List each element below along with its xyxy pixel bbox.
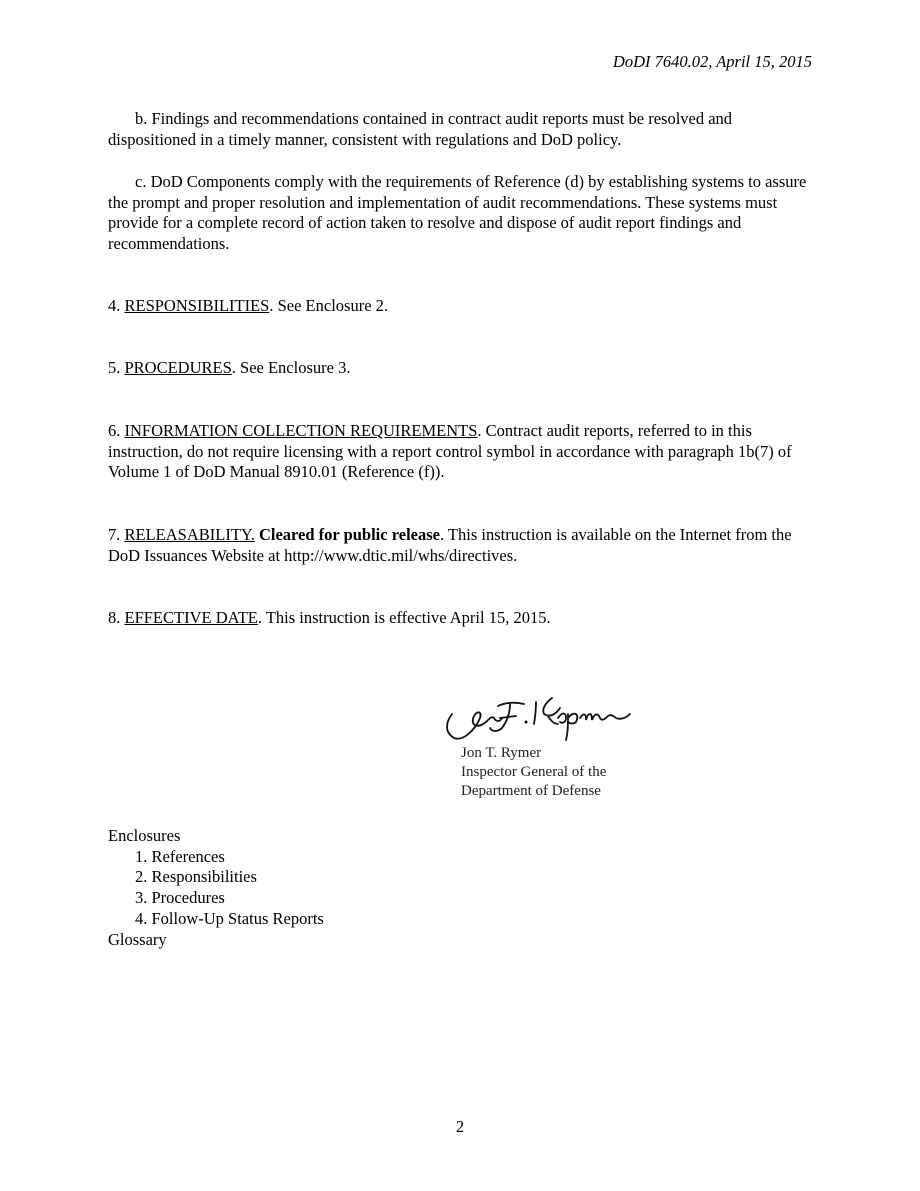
section-number: 4. bbox=[108, 296, 121, 315]
section-number: 8. bbox=[108, 608, 121, 627]
page-number: 2 bbox=[455, 1117, 465, 1136]
section-title: RESPONSIBILITIES bbox=[124, 296, 270, 315]
signer-title-line2: Department of Defense bbox=[461, 783, 601, 799]
glossary-item: Glossary bbox=[108, 929, 167, 949]
signature-block bbox=[440, 688, 700, 801]
section-effective-date bbox=[108, 608, 818, 629]
handwritten-signature bbox=[440, 688, 640, 750]
paragraph-c bbox=[108, 172, 818, 255]
section-information-collection bbox=[108, 421, 818, 483]
section-responsibilities bbox=[108, 296, 818, 317]
section-body: . Contract audit reports, referred to in this instruction, do not require licensing with a report control symbol in accordance with paragraph 1b(7) of Volume 1 of DoD Manual 8910.01 (Reference (f)). bbox=[108, 421, 792, 482]
enclosure-item: 3. Procedures bbox=[135, 888, 225, 908]
enclosures-heading: Enclosures bbox=[108, 826, 181, 845]
section-number: 7. bbox=[108, 525, 121, 544]
enclosure-item: 4. Follow-Up Status Reports bbox=[135, 908, 324, 928]
section-body: . See Enclosure 3. bbox=[231, 358, 351, 377]
enclosure-item: 1. References bbox=[135, 846, 225, 866]
paragraph-b bbox=[108, 109, 818, 150]
section-body: . This instruction is effective April 15, 2015. bbox=[257, 608, 551, 627]
section-body: . This instruction is available on the Internet from the DoD Issuances Website at http://www.dtic.mil/whs/directives. bbox=[108, 525, 792, 565]
document-header: DoDI 7640.02, April 15, 2015 bbox=[612, 52, 812, 71]
section-title: RELEASABILITY. bbox=[124, 525, 255, 544]
section-bold-text: Cleared for public release bbox=[258, 525, 440, 544]
signer-name: Jon T. Rymer bbox=[461, 745, 542, 761]
section-number: 6. bbox=[108, 421, 121, 440]
section-title: INFORMATION COLLECTION REQUIREMENTS bbox=[124, 421, 478, 440]
section-title: PROCEDURES bbox=[124, 358, 232, 377]
enclosure-item: 2. Responsibilities bbox=[135, 867, 257, 887]
paragraph-b-text: b. Findings and recommendations contained in contract audit reports must be resolved and dispositioned in a timely manner, consistent with regulations and DoD policy. bbox=[108, 109, 733, 149]
section-releasability bbox=[108, 525, 818, 566]
enclosures-list bbox=[108, 826, 324, 950]
section-procedures bbox=[108, 358, 818, 379]
section-number: 5. bbox=[108, 358, 121, 377]
signer-title-line1: Inspector General of the bbox=[461, 764, 607, 780]
section-body: . See Enclosure 2. bbox=[269, 296, 389, 315]
section-title: EFFECTIVE DATE bbox=[124, 608, 258, 627]
paragraph-c-text: c. DoD Components comply with the requirements of Reference (d) by establishing systems to assure the prompt and proper resolution and implementation of audit recommendations. These systems must provide for a complete record of action taken to resolve and dispose of audit report findings and recommendations. bbox=[108, 172, 807, 254]
